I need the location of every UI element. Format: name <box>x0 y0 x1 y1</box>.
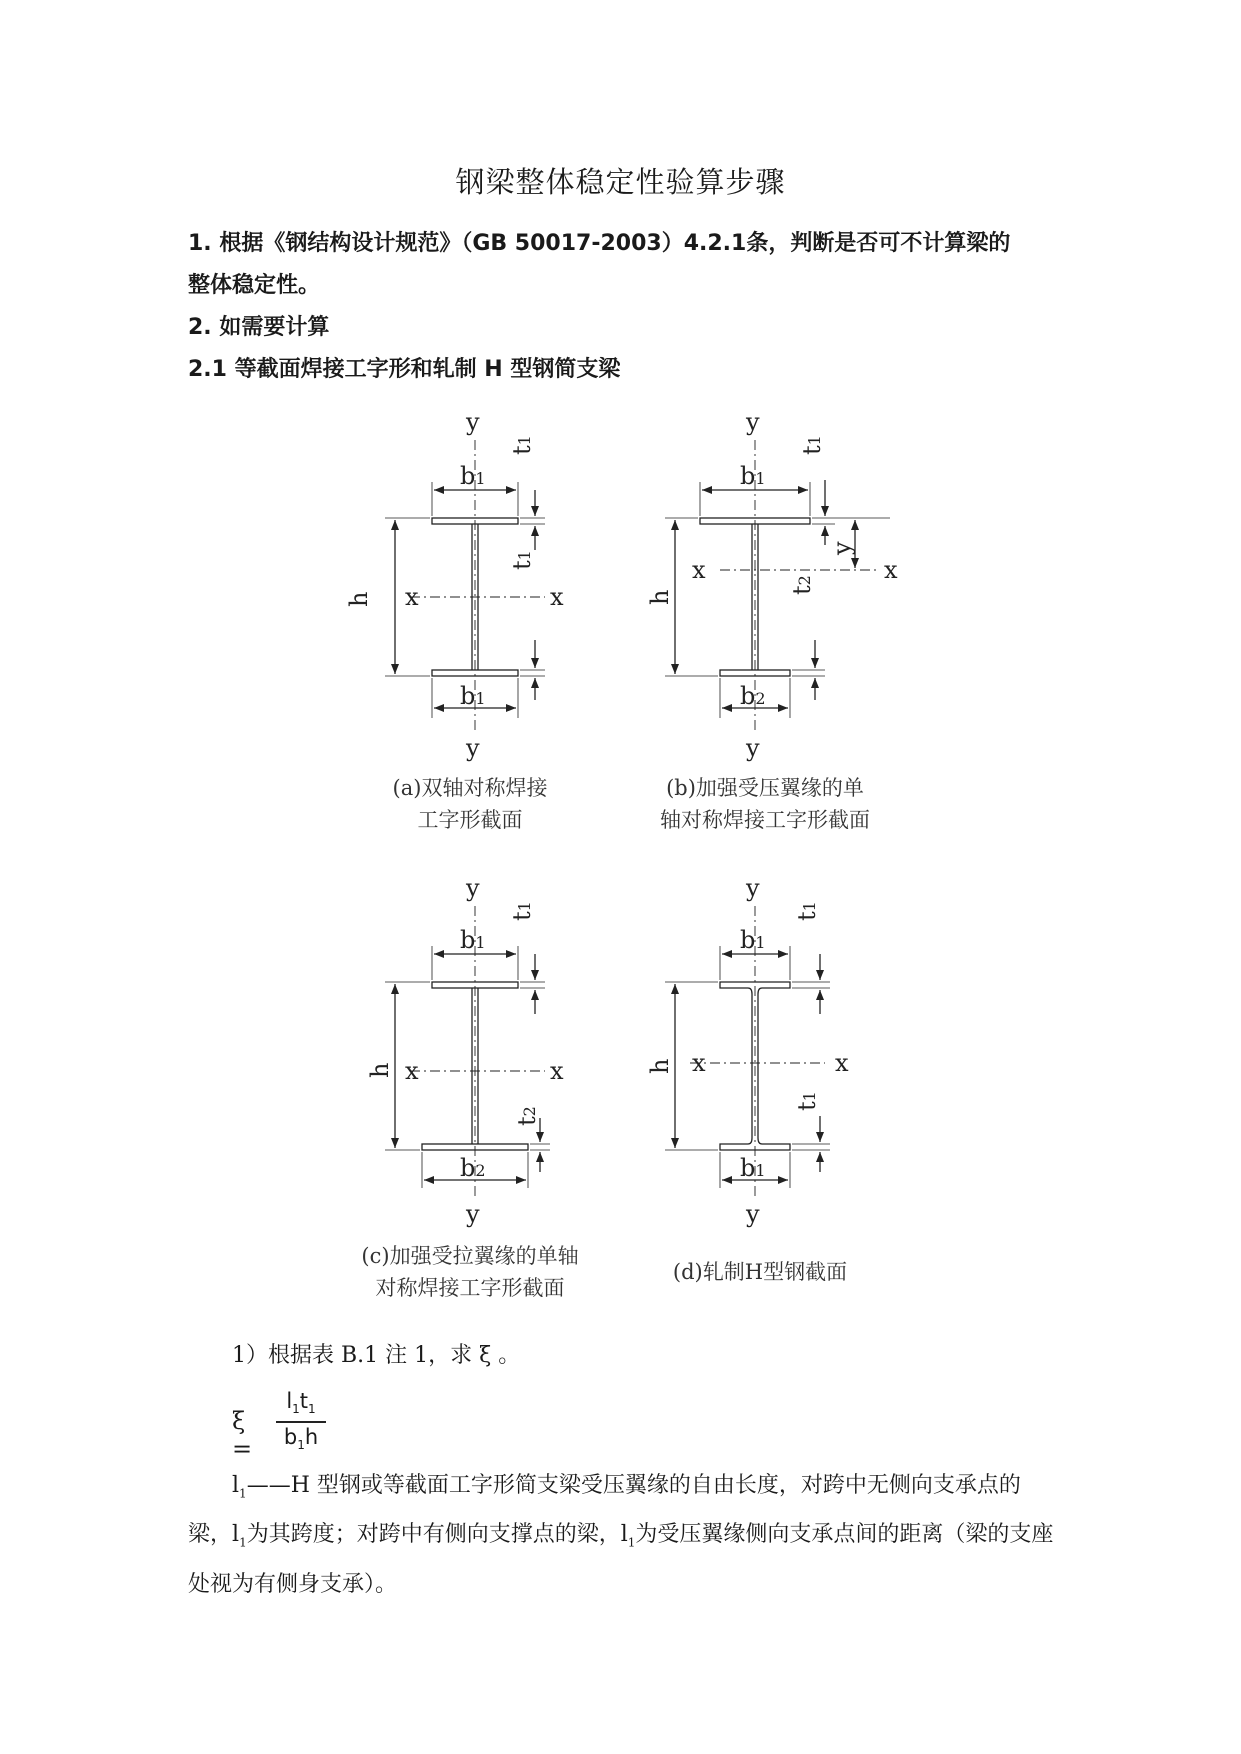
b-top-label: b1 <box>460 462 486 490</box>
formula-denominator: $b_1h$ <box>283 1425 319 1453</box>
caption-d: (d)轧制H型钢截面 <box>672 1260 848 1284</box>
page-title: 钢梁整体稳定性验算步骤 <box>455 165 786 199</box>
t-top-label: t1 <box>508 901 536 921</box>
b-top-label: b1 <box>460 926 486 954</box>
h-label: h <box>345 591 373 607</box>
t-top-label: t1 <box>793 901 821 921</box>
b-top-label: b1 <box>740 926 766 954</box>
y-top-label: y <box>746 874 760 902</box>
b-bottom-label: b2 <box>460 1154 486 1182</box>
caption-c: (c)加强受拉翼缘的单轴 对称焊接工字形截面 <box>361 1244 579 1300</box>
b-bottom-label: b1 <box>460 682 486 710</box>
x-right-label: x <box>884 556 898 584</box>
x-left-label: x <box>405 583 419 611</box>
h-label: h <box>646 1058 674 1074</box>
figure-c <box>360 866 590 1226</box>
item-1: 1）根据表 B.1 注 1，求 ξ 。 <box>232 1343 521 1368</box>
x-left-label: x <box>405 1057 419 1085</box>
x-left-label: x <box>692 1049 706 1077</box>
y-dimension-label: y <box>828 541 856 555</box>
formula-lhs: ξ = <box>232 1407 253 1463</box>
t-mid-label: t2 <box>788 575 816 595</box>
x-right-label: x <box>835 1049 849 1077</box>
section-diagram-a <box>345 400 590 762</box>
t-mid-label: t1 <box>793 1091 821 1111</box>
x-right-label: x <box>550 1057 564 1085</box>
t-mid-label: t2 <box>513 1106 541 1126</box>
step2-1-heading: 2.1 等截面焊接工字形和轧制 H 型钢简支梁 <box>188 357 621 382</box>
figure-d <box>640 866 870 1226</box>
y-bottom-label: y <box>746 734 760 762</box>
caption-a: (a)双轴对称焊接 工字形截面 <box>392 776 548 832</box>
b-bottom-label: b2 <box>740 682 766 710</box>
caption-b: (b)加强受压翼缘的单 轴对称焊接工字形截面 <box>660 776 870 832</box>
x-left-label: x <box>692 556 706 584</box>
formula-numerator: $l_1t_1$ <box>286 1389 316 1417</box>
section-diagram-d <box>640 866 870 1226</box>
y-top-label: y <box>466 408 480 436</box>
y-top-label: y <box>746 408 760 436</box>
fraction-bar <box>276 1421 326 1423</box>
b-top-label: b1 <box>740 462 766 490</box>
t-top-label: t1 <box>798 435 826 455</box>
section-diagram-b <box>640 400 900 760</box>
t-top-label: t1 <box>508 435 536 455</box>
x-right-label: x <box>550 583 564 611</box>
t-mid-label: t1 <box>508 550 536 570</box>
step1-line1: 1. 根据《钢结构设计规范》（GB 50017-2003）4.2.1条，判断是否可不计算梁的 <box>188 231 1011 256</box>
figure-a <box>345 400 590 762</box>
section-diagram-c <box>360 866 590 1226</box>
step1-line2: 整体稳定性。 <box>188 273 321 298</box>
b-bottom-label: b1 <box>740 1154 766 1182</box>
definition-paragraph: $l_1——H$ 型钢或等截面工字形简支梁受压翼缘的自由长度，对跨中无侧向支承点的梁，$l_1$为其跨度；对跨中有侧向支撑点的梁，$l_1$为受压翼缘侧向支承点间的距离（梁的支座处视为有侧身支承）。 <box>188 1473 1054 1597</box>
y-bottom-label: y <box>466 734 480 762</box>
y-top-label: y <box>466 874 480 902</box>
figure-b <box>640 400 900 760</box>
y-bottom-label: y <box>466 1200 480 1228</box>
h-label: h <box>366 1062 394 1078</box>
y-bottom-label: y <box>746 1200 760 1228</box>
step2-heading: 2. 如需要计算 <box>188 315 330 340</box>
h-label: h <box>646 589 674 605</box>
